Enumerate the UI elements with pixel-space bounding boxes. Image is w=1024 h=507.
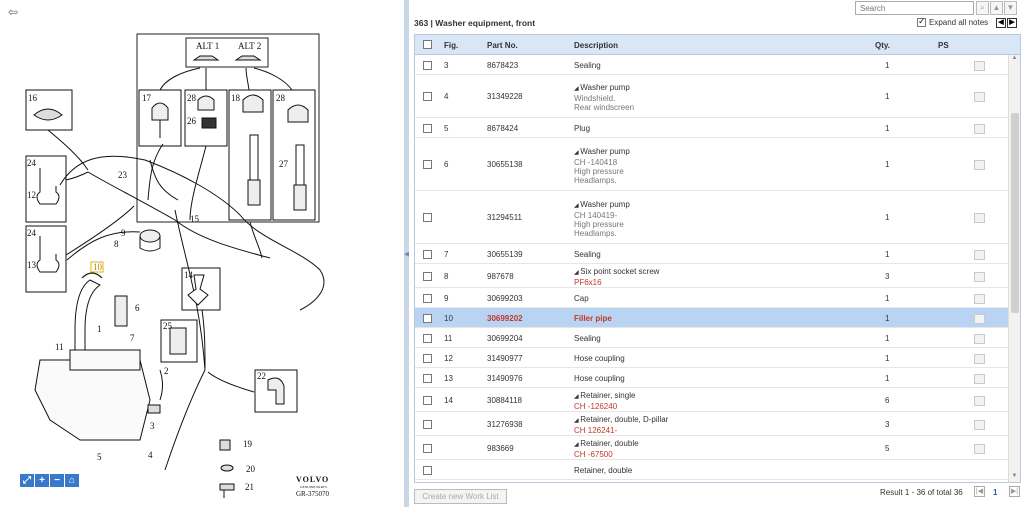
search-icon[interactable]: ⌕ (976, 1, 989, 15)
row-note: CH 140419- (574, 210, 618, 220)
row-fig: 3 (444, 60, 449, 70)
result-count: Result 1 - 36 of total 36 (880, 488, 963, 497)
row-description (574, 334, 601, 343)
row-part-no[interactable]: 31349228 (487, 92, 523, 101)
row-description (574, 354, 625, 363)
expand-all-notes[interactable] (917, 18, 988, 27)
row-part-no[interactable]: 30655138 (487, 160, 523, 169)
diagram-pane (0, 0, 404, 507)
callout-11: 11 (55, 342, 64, 352)
row-part-no[interactable]: 31276938 (487, 419, 523, 429)
table-row[interactable] (415, 308, 1008, 328)
row-part-no[interactable]: 30699203 (487, 293, 523, 303)
row-checkbox[interactable] (423, 444, 432, 453)
col-description[interactable]: Description (574, 41, 619, 50)
callout-12: 12 (27, 190, 36, 200)
row-checkbox[interactable] (423, 124, 432, 133)
table-row[interactable] (415, 348, 1008, 368)
zoom-out-icon[interactable]: − (50, 474, 64, 487)
notes-icon[interactable] (974, 61, 985, 71)
row-note: Rear windscreen (574, 103, 635, 112)
row-description-text: Hose coupling (574, 373, 625, 383)
row-fig: 13 (444, 373, 453, 383)
callout-18: 18 (231, 93, 240, 103)
row-checkbox[interactable] (423, 334, 432, 343)
row-qty: 1 (885, 373, 890, 383)
row-part-no[interactable]: 31490976 (487, 373, 523, 383)
row-description (574, 61, 601, 70)
row-part-no[interactable]: 30699202 (487, 313, 523, 323)
notes-icon[interactable] (974, 354, 985, 364)
table-row[interactable] (415, 75, 1008, 118)
callout-20: 20 (246, 464, 255, 474)
row-description-text: Six point socket screw (580, 267, 660, 276)
callout-28b: 28 (276, 93, 285, 103)
expand-note-icon[interactable]: ◢ (574, 270, 581, 276)
row-description (574, 439, 639, 459)
row-fig: 9 (444, 293, 449, 303)
row-note: CH -126240 (574, 402, 618, 411)
row-part-no[interactable]: 30655139 (487, 249, 523, 259)
callout-17: 17 (142, 93, 151, 103)
callout-7: 7 (130, 333, 135, 343)
table-row[interactable] (415, 288, 1008, 308)
table-row[interactable] (415, 118, 1008, 138)
row-description-text: Retainer, double (580, 439, 639, 448)
row-description (574, 391, 635, 411)
alt-1-label: ALT 1 (196, 41, 220, 51)
select-all-checkbox[interactable] (423, 40, 432, 49)
expand-note-icon[interactable]: ◢ (574, 202, 581, 209)
row-fig: 7 (444, 249, 449, 259)
footer (409, 486, 1024, 507)
diagram-ref: GR-375070 (296, 490, 330, 498)
previous-match-icon[interactable]: ▲ (990, 1, 1003, 15)
row-note: High pressure (574, 166, 624, 176)
row-checkbox[interactable] (423, 354, 432, 363)
scroll-thumb[interactable] (1011, 113, 1019, 313)
table-row[interactable] (415, 191, 1008, 244)
row-qty: 5 (885, 443, 890, 453)
row-checkbox[interactable] (423, 250, 432, 259)
vertical-scrollbar[interactable] (1008, 55, 1020, 483)
row-note: PF6x16 (574, 278, 602, 287)
table-row[interactable] (415, 328, 1008, 348)
row-description-text: Cap (574, 293, 589, 303)
callout-24b: 24 (27, 228, 36, 238)
row-description-text: Retainer, single (580, 391, 636, 400)
row-description (574, 415, 668, 435)
row-description (574, 147, 630, 185)
row-qty: 1 (885, 249, 890, 259)
row-checkbox[interactable] (423, 420, 432, 429)
alt-2-label: ALT 2 (238, 41, 262, 51)
callout-5: 5 (97, 452, 102, 462)
scroll-down-icon[interactable]: ▼ (1011, 473, 1018, 479)
next-page-icon[interactable]: ▶| (1010, 488, 1019, 495)
row-note: CH -67500 (574, 450, 613, 459)
row-note: Headlamps. (574, 228, 617, 238)
row-fig: 4 (444, 92, 449, 101)
row-description (574, 314, 612, 323)
expand-note-icon[interactable]: ◢ (574, 86, 581, 92)
next-match-icon[interactable]: ▼ (1004, 1, 1017, 15)
notes-icon[interactable] (974, 92, 985, 102)
row-qty: 1 (885, 60, 890, 70)
row-fig: 12 (444, 353, 453, 363)
brand-sub-text: GENUINE PARTS (300, 485, 327, 489)
back-arrow-icon[interactable]: ⇦ (8, 5, 19, 19)
callout-9: 9 (121, 228, 126, 238)
table-row[interactable] (415, 264, 1008, 288)
callout-10: 10 (93, 262, 102, 272)
callout-14: 14 (184, 270, 193, 280)
callout-1: 1 (97, 324, 102, 334)
row-qty: 3 (885, 271, 890, 281)
row-checkbox[interactable] (423, 374, 432, 383)
callout-21: 21 (245, 482, 254, 492)
row-note: CH 126241- (574, 426, 618, 435)
row-fig: 10 (444, 313, 453, 323)
table-row[interactable] (415, 138, 1008, 191)
row-description-text: Sealing (574, 249, 601, 259)
notes-icon[interactable] (974, 334, 985, 344)
row-description (574, 124, 590, 133)
search-input[interactable] (855, 1, 974, 15)
row-part-no[interactable]: 8678424 (487, 123, 519, 133)
row-qty: 1 (885, 123, 890, 133)
callout-15: 15 (190, 214, 199, 224)
callout-4: 4 (148, 450, 153, 460)
row-part-no[interactable]: 987678 (487, 271, 514, 281)
row-description-text: Washer pump (580, 146, 630, 156)
expand-all-label: Expand all notes (929, 18, 989, 27)
table-row[interactable] (415, 244, 1008, 264)
row-description (574, 466, 632, 475)
notes-icon[interactable] (974, 213, 985, 223)
row-description-text: Retainer, double, D-pillar (580, 415, 669, 424)
collapse-arrow-icon[interactable]: ◀ (404, 251, 410, 258)
row-checkbox[interactable] (423, 314, 432, 323)
table-row[interactable] (415, 460, 1008, 480)
row-note: Headlamps. (574, 175, 617, 185)
callout-2: 2 (164, 366, 169, 376)
row-checkbox[interactable] (423, 396, 432, 405)
notes-icon[interactable] (974, 294, 985, 304)
row-fig: 11 (444, 333, 453, 343)
callout-22: 22 (257, 371, 266, 381)
expand-note-icon[interactable]: ◢ (574, 149, 581, 156)
row-part-no[interactable]: 31490977 (487, 353, 523, 363)
row-description-text: Sealing (574, 333, 601, 343)
expand-note-icon[interactable]: ◢ (574, 442, 581, 448)
notes-icon[interactable] (974, 250, 985, 260)
table-header (415, 35, 1020, 55)
current-page: 1 (993, 488, 998, 497)
table-row[interactable] (415, 388, 1008, 412)
exploded-parts-diagram (0, 0, 404, 507)
table-row[interactable] (415, 368, 1008, 388)
callout-25: 25 (163, 321, 172, 331)
row-checkbox[interactable] (423, 213, 432, 222)
notes-icon[interactable] (974, 272, 985, 282)
callout-3: 3 (150, 421, 155, 431)
toolbar (409, 0, 1024, 34)
next-section-icon[interactable]: ▶ (1007, 18, 1017, 28)
notes-icon[interactable] (974, 314, 985, 324)
row-description (574, 374, 625, 383)
col-fig[interactable]: Fig. (444, 41, 459, 50)
row-qty: 1 (885, 92, 890, 101)
row-part-no[interactable]: 30884118 (487, 395, 522, 405)
row-qty: 1 (885, 353, 890, 363)
notes-icon[interactable] (974, 396, 985, 406)
callout-19: 19 (243, 439, 252, 449)
callout-27: 27 (279, 159, 288, 169)
row-description-text: Retainer, double (574, 465, 633, 475)
row-description-text: Filler pipe (574, 313, 612, 323)
row-checkbox[interactable] (423, 61, 432, 70)
row-fig: 8 (444, 271, 449, 281)
row-checkbox[interactable] (423, 92, 432, 101)
parts-pane (409, 0, 1024, 507)
row-description-text: Plug (574, 123, 591, 133)
expand-all-checkbox[interactable] (917, 18, 926, 27)
row-description-text: Sealing (574, 60, 601, 70)
table-row[interactable] (415, 412, 1008, 436)
row-fig: 6 (444, 160, 449, 169)
expand-note-icon[interactable]: ◢ (574, 418, 581, 424)
row-qty: 3 (885, 419, 890, 429)
row-description (574, 294, 589, 303)
row-description (574, 267, 659, 287)
callout-24: 24 (27, 158, 36, 168)
callout-26: 26 (187, 116, 196, 126)
callout-8: 8 (114, 239, 119, 249)
row-qty: 1 (885, 313, 890, 323)
notes-icon[interactable] (974, 420, 985, 430)
callout-6: 6 (135, 303, 140, 313)
row-part-no[interactable]: 31294511 (487, 213, 522, 222)
home-icon[interactable]: ⌂ (65, 474, 79, 487)
row-description (574, 250, 601, 259)
expand-note-icon[interactable]: ◢ (574, 394, 581, 400)
row-qty: 1 (885, 333, 890, 343)
callout-13: 13 (27, 260, 36, 270)
parts-table (414, 34, 1021, 483)
col-part-no[interactable]: Part No. (487, 41, 518, 50)
notes-icon[interactable] (974, 124, 985, 134)
row-description-text: Hose coupling (574, 353, 625, 363)
zoom-controls (20, 474, 79, 487)
row-qty: 1 (885, 160, 890, 169)
prev-page-icon[interactable]: |◀ (975, 488, 984, 495)
row-qty: 6 (885, 395, 890, 405)
row-description-text: Washer pump (580, 83, 630, 92)
zoom-in-icon[interactable]: + (35, 474, 49, 487)
prev-section-icon[interactable]: ◀ (996, 18, 1006, 28)
row-checkbox[interactable] (423, 160, 432, 169)
row-fig: 14 (444, 395, 453, 405)
row-part-no[interactable]: 983669 (487, 443, 514, 453)
fit-icon[interactable]: ⤢ (20, 474, 34, 487)
row-note: CH -140418 (574, 157, 618, 167)
notes-icon[interactable] (974, 374, 985, 384)
scroll-up-icon[interactable]: ▲ (1011, 55, 1018, 61)
row-description (574, 200, 630, 238)
row-note: Windshield. (574, 94, 616, 103)
breadcrumb: 363 | Washer equipment, front (414, 18, 536, 28)
row-checkbox[interactable] (423, 466, 432, 475)
create-work-list-button[interactable]: Create new Work List (414, 489, 507, 504)
callout-23: 23 (118, 170, 127, 180)
callout-28: 28 (187, 93, 196, 103)
col-ps[interactable]: PS (938, 41, 949, 50)
brand-logo-text: VOLVO (296, 475, 330, 484)
row-part-no[interactable]: 8678423 (487, 60, 519, 70)
notes-icon[interactable] (974, 444, 985, 454)
row-description (574, 83, 634, 112)
row-qty: 1 (885, 293, 890, 303)
notes-icon[interactable] (974, 160, 985, 170)
row-qty: 1 (885, 213, 890, 222)
col-qty[interactable]: Qty. (875, 41, 890, 50)
row-checkbox[interactable] (423, 272, 432, 281)
row-checkbox[interactable] (423, 294, 432, 303)
row-part-no[interactable]: 30699204 (487, 333, 523, 343)
row-description-text: Washer pump (580, 199, 630, 209)
row-fig: 5 (444, 123, 449, 133)
callout-16: 16 (28, 93, 37, 103)
table-row[interactable] (415, 55, 1008, 75)
table-row[interactable] (415, 436, 1008, 460)
row-note: High pressure (574, 219, 624, 229)
